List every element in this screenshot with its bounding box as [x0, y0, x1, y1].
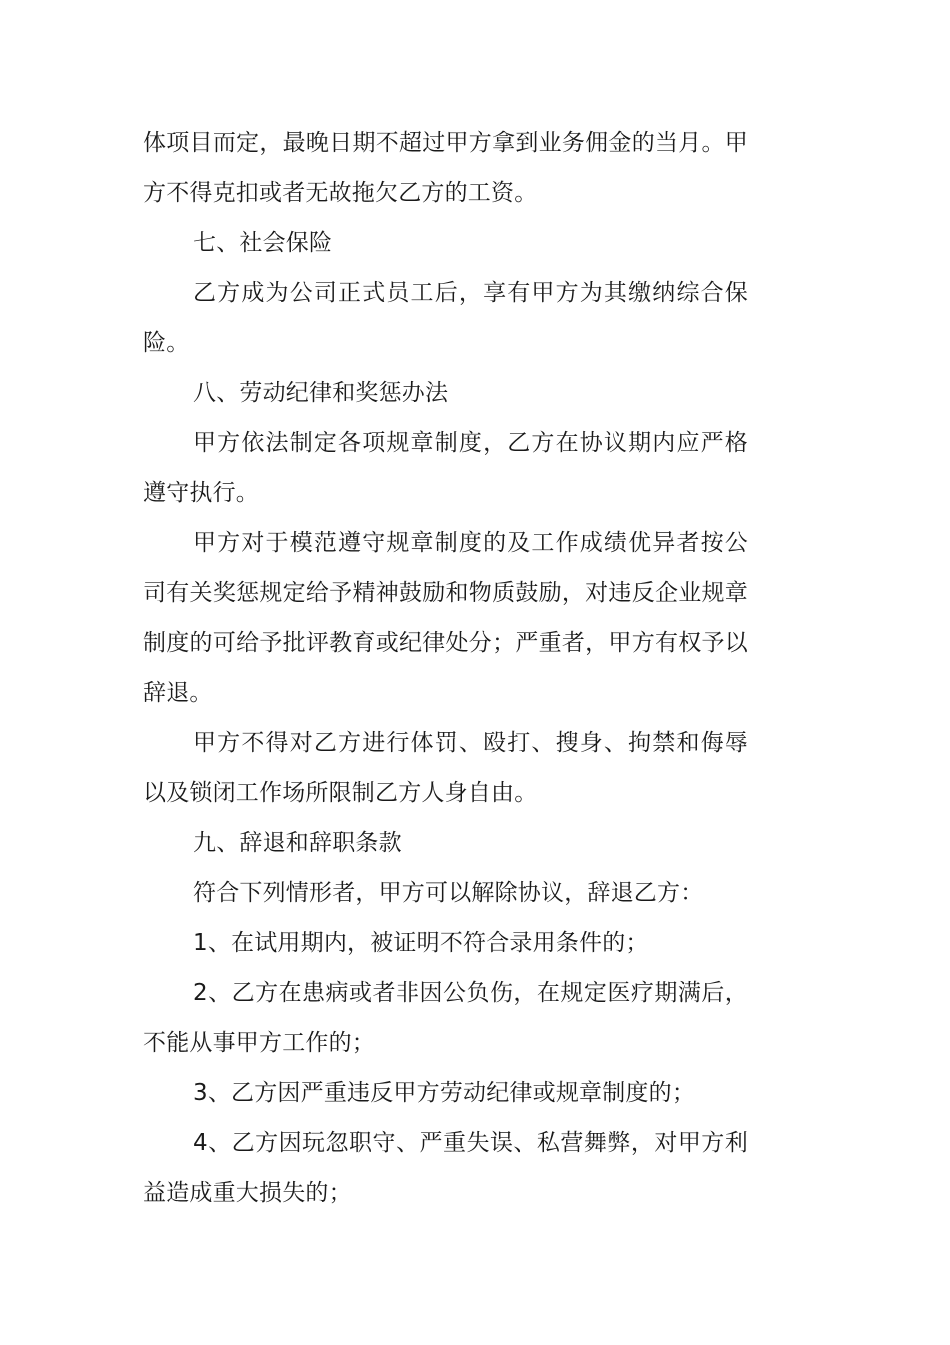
paragraph-rules: 甲方依法制定各项规章制度，乙方在协议期内应严格遵守执行。	[143, 430, 748, 506]
paragraph-dismissal-intro: 符合下列情形者，甲方可以解除协议，辞退乙方：	[193, 880, 704, 906]
list-item-3: 3、乙方因严重违反甲方劳动纪律或规章制度的；	[193, 1080, 696, 1106]
list-item-1: 1、在试用期内，被证明不符合录用条件的；	[193, 930, 649, 956]
paragraph-rewards-penalties: 甲方对于模范遵守规章制度的及工作成绩优异者按公司有关奖惩规定给予精神鼓励和物质鼓励，对违反企业规章制度的可给予批评教育或纪律处分；严重者，甲方有权予以辞退。	[143, 530, 748, 706]
section-heading-dismissal: 九、辞退和辞职条款	[193, 830, 402, 856]
paragraph-prohibitions: 甲方不得对乙方进行体罚、殴打、搜身、拘禁和侮辱以及锁闭工作场所限制乙方人身自由。	[143, 730, 748, 806]
list-item-2: 2、乙方在患病或者非因公负伤，在规定医疗期满后，不能从事甲方工作的；	[143, 980, 748, 1056]
document-body	[143, 118, 748, 1218]
paragraph-salary-continued: 体项目而定，最晚日期不超过甲方拿到业务佣金的当月。甲方不得克扣或者无故拖欠乙方的工资。	[143, 130, 748, 206]
section-heading-social-insurance: 七、社会保险	[193, 230, 333, 256]
list-item-4: 4、乙方因玩忽职守、严重失误、私营舞弊，对甲方利益造成重大损失的；	[143, 1130, 748, 1206]
paragraph-social-insurance: 乙方成为公司正式员工后，享有甲方为其缴纳综合保险。	[143, 280, 748, 356]
section-heading-discipline: 八、劳动纪律和奖惩办法	[193, 380, 449, 406]
